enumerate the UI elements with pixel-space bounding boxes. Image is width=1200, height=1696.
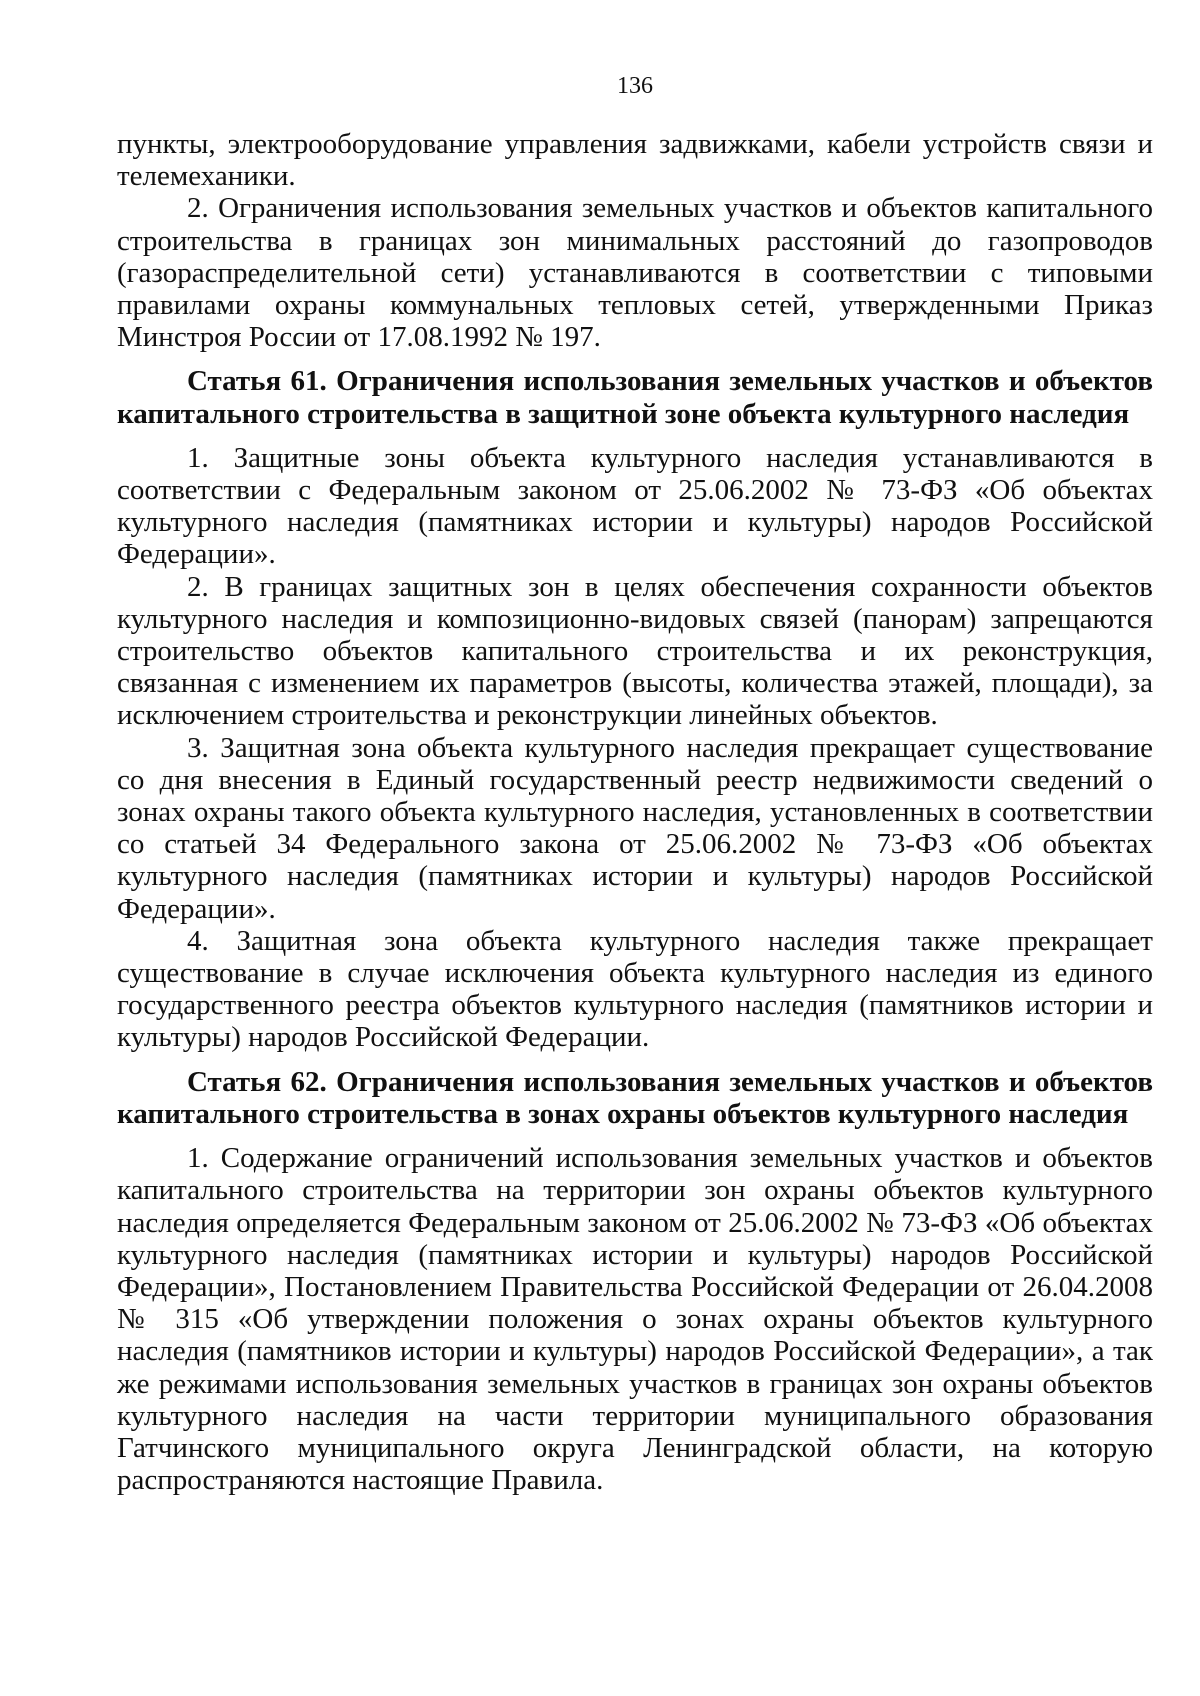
paragraph-gas-pipeline-restrictions: 2. Ограничения использования земельных участков и объектов капитального строительства в границах зон минимальных расстояний до газопроводов (газораспределительной сети) устанавливаются в соответствии с типовыми правилами охраны коммунальных тепловых сетей, утвержденными Приказ Минстроя России от 17.08.1992 № 197. <box>117 192 1153 354</box>
article-62-title: Статья 62. Ограничения использования земельных участков и объектов капитального строительства в зонах охраны объектов культурного наследия <box>117 1065 1153 1130</box>
article-62-paragraph-1: 1. Содержание ограничений использования земельных участков и объектов капитального строительства на территории зон охраны объектов культурного наследия определяется Федеральным законом от 25.06.2002 № 73-ФЗ «Об объектах культурного наследия (памятниках истории и культуры) народов Российской Федерации», Постановлением Правительства Российской Федерации от 26.04.2008 № 315 «Об утверждении положения о зонах охраны объектов культурного наследия (памятников истории и культуры) народов Российской Федерации», а так же режимами использования земельных участков в границах зон охраны объектов культурного наследия на части территории муниципального образования Гатчинского муниципального округа Ленинградской области, на которую распространяются настоящие Правила. <box>117 1142 1153 1497</box>
document-body <box>117 128 1153 1496</box>
article-61-paragraph-1: 1. Защитные зоны объекта культурного наследия устанавливаются в соответствии с Федеральным законом от 25.06.2002 № 73-ФЗ «Об объектах культурного наследия (памятниках истории и культуры) народов Российской Федерации». <box>117 441 1153 571</box>
article-61-paragraph-3: 3. Защитная зона объекта культурного наследия прекращает существование со дня внесения в Единый государственный реестр недвижимости сведений о зонах охраны такого объекта культурного наследия, установленных в соответствии со статьей 34 Федерального закона от 25.06.2002 № 73-ФЗ «Об объектах культурного наследия (памятниках истории и культуры) народов Российской Федерации». <box>117 731 1153 925</box>
article-61-paragraph-2: 2. В границах защитных зон в целях обеспечения сохранности объектов культурного наследия и композиционно-видовых связей (панорам) запрещаются строительство объектов капитального строительства и их реконструкция, связанная с изменением их параметров (высоты, количества этажей, площади), за исключением строительства и реконструкции линейных объектов. <box>117 570 1153 732</box>
article-61-title: Статья 61. Ограничения использования земельных участков и объектов капитального строительства в защитной зоне объекта культурного наследия <box>117 365 1153 430</box>
article-61-paragraph-4: 4. Защитная зона объекта культурного наследия также прекращает существование в случае исключения объекта культурного наследия из единого государственного реестра объектов культурного наследия (памятников истории и культуры) народов Российской Федерации. <box>117 924 1153 1054</box>
page-number: 136 <box>617 73 653 99</box>
paragraph-continuation: пункты, электрооборудование управления задвижками, кабели устройств связи и телемеханики. <box>117 128 1153 193</box>
